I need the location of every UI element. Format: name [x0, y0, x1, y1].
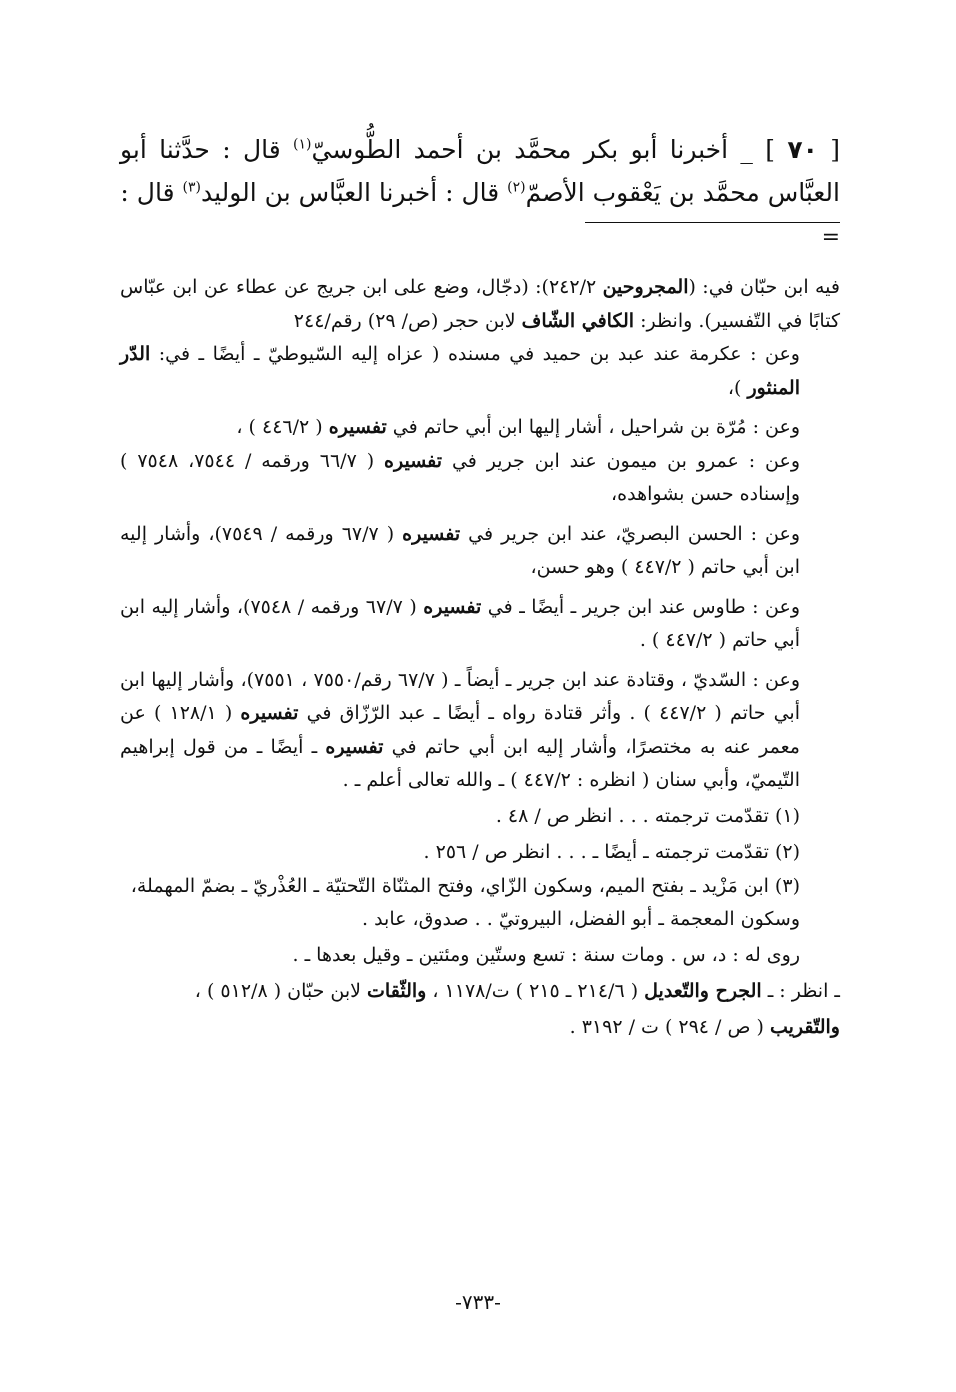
footnote-text: ( ٢١٤/٦ ـ ٢١٥ ) ت/١١٧٨ ، — [426, 979, 645, 1002]
note-paragraph — [120, 664, 840, 798]
note-paragraph — [120, 591, 840, 658]
footnote-text: ـ انظر : ـ — [761, 979, 840, 1002]
note-paragraph — [120, 445, 840, 512]
note-text: ( ٦٧/٧ ورقمه / ٧٥٤٩)، وأشار إليه ابن أبي حاتم ( ٤٤٧/٢ ) وهو حسن، — [120, 522, 800, 578]
continued-notes — [120, 271, 840, 798]
book-title: تفسيره — [328, 416, 387, 438]
main-text-line — [120, 128, 840, 214]
footnote-text: ( ص / ٢٩٤ ) ت / ٣١٩٢ . — [569, 1015, 770, 1038]
note-paragraph — [120, 338, 840, 405]
main-text-segment: قال : — [120, 178, 183, 207]
note-text: وعن : مُرّة بن شراحيل ، أشار إليها ابن أبي حاتم في — [386, 416, 800, 438]
main-text — [120, 128, 840, 214]
book-title: تفسيره — [325, 735, 384, 758]
main-text-segment: ] _ أخبرنا أبو بكر محمَّد بن أحمد الطُّوسيّ — [311, 135, 775, 164]
note-text: وعن : طاوس عند ابن جرير ـ أيضًا ـ في — [481, 595, 800, 618]
footnote-ref-2[interactable]: (٢) — [507, 179, 526, 196]
note-text: )، — [727, 376, 748, 399]
footnote-3 — [120, 870, 840, 937]
note-text: ـ أيضًا ـ من قول إبراهيم التّيميّ، وأبي سنان ( انظره : ٤٤٧/٢ ) ـ والله تعالى أعلم ـ . — [120, 735, 800, 791]
note-text: وعن : الحسن البصريّ، عند ابن جرير في — [460, 522, 801, 545]
book-title: الجرح والتّعديل — [644, 979, 762, 1002]
footnote-ref-1[interactable]: (١) — [293, 136, 312, 153]
note-paragraph — [120, 271, 840, 338]
main-text-segment: قال : حدَّثنا أبو — [120, 135, 294, 164]
page-body — [120, 128, 840, 1045]
note-text: فيه ابن حبّان في: ( — [688, 276, 840, 298]
note-text: ( ٤٤٦/٢ ) ، — [236, 416, 329, 438]
note-paragraph — [120, 518, 840, 585]
book-title: المجروحين — [602, 276, 689, 298]
note-paragraph — [120, 411, 840, 445]
book-title: تفسيره — [402, 522, 461, 545]
footnote-separator — [585, 222, 840, 223]
footnote-text: (٣) ابن مَزْيد ـ بفتح الميم، وسكون الزّاي، وفتح المثنّاة التّحتيّة ـ العُذْريّ ـ بضمّ المهملة، وسكون المعجمة ـ أبو الفضل، البيروتيّ . . صدوق، عابد . — [130, 874, 800, 930]
footnotes — [120, 798, 840, 1045]
book-title: الكافي الشّاف — [521, 309, 635, 332]
book-title: تفسيره — [423, 595, 482, 618]
main-text-segment: العبَّاس محمَّد بن يَعْقوب الأصمّ — [525, 178, 840, 207]
book-title: والتّقريب — [769, 1015, 840, 1038]
note-text: ( ٦٦/٧ ورقمه / ٧٥٤٤، ٧٥٤٨ ) وإسناده حسن بشواهده، — [120, 449, 800, 505]
note-text: لابن حجر (ص/ ٢٩) رقم/٢٤٤ — [293, 309, 522, 332]
footnote-3-narrators: روى له : د، س . ومات سنة : تسع وستّين ومئتين ـ وقيل بعدها ـ . — [292, 943, 800, 966]
note-text: ٢٤٢/٢): (دجّال، وضع على ابن جريج عن عطاء عن ابن عبّاس كتابًا في التّفسير). وانظر: — [120, 276, 840, 332]
item-number: ٧٠ — [787, 135, 818, 164]
continuation-mark: = — [821, 225, 840, 250]
footnote-1: (١) تقدّمت ترجمته . . . انظر ص / ٤٨ . — [495, 804, 800, 827]
book-title: الدّر المنثور — [120, 343, 800, 399]
footnote-3-sources — [120, 973, 840, 1045]
book-title: والثّقات — [367, 979, 427, 1002]
note-text: وعن : عمرو بن ميمون عند ابن جرير في — [442, 449, 801, 472]
note-text: ( ١٢٨/١ ) عن معمر عنه به مختصرًا، وأشار إليه ابن أبي حاتم في — [120, 702, 800, 758]
bracket-open: [ — [830, 135, 840, 164]
book-title: تفسيره — [384, 449, 443, 472]
note-text: وعن : عكرمة عند عبد بن حميد في مسنده ( عزاه إليه السّيوطيّ ـ أيضًا ـ في: — [150, 343, 800, 365]
note-text: ( ٦٧/٧ ورقمه / ٧٥٤٨)، وأشار إليه ابن أبي حاتم ( ٤٤٧/٢ ) . — [120, 595, 800, 651]
footnote-2: (٢) تقدّمت ترجمته ـ أيضًا ـ . . . انظر ص / ٢٥٦ . — [423, 840, 800, 863]
footnote-text: لابن حبّان ( ٥١٢/٨ ) ، — [194, 979, 368, 1002]
footnote-ref-3[interactable]: (٣) — [182, 179, 201, 196]
note-text: وعن : السّديّ ، وقتادة عند ابن جرير ـ أيضاً ـ ( ٦٧/٧ رقم/٧٥٥٠ ، ٧٥٥١)، وأشار إليها ابن أبي حاتم ( ٤٤٧/٢ ) . وأثر قتادة رواه ـ أيضًا ـ عبد الرّزّاق في — [120, 668, 800, 724]
page-number: -٧٣٣- — [455, 1290, 501, 1314]
book-title: تفسيره — [240, 702, 299, 724]
main-text-segment: قال : أخبرنا العبَّاس بن الوليد — [200, 178, 508, 207]
